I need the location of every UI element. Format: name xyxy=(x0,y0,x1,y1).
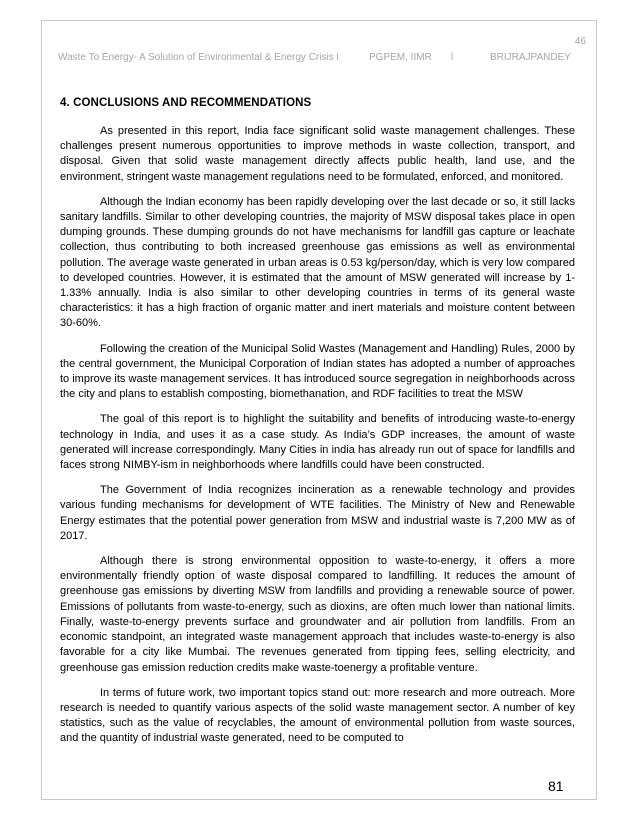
section-heading: 4. CONCLUSIONS AND RECOMMENDATIONS xyxy=(60,97,312,109)
header-title: Waste To Energy- A Solution of Environmental & Energy Crisis l xyxy=(58,52,339,63)
body-text xyxy=(60,124,575,757)
header-author: BRIJRAJPANDEY xyxy=(490,52,571,63)
header-separator: l xyxy=(451,52,454,63)
paragraph: The goal of this report is to highlight the suitability and benefits of introducing waste-to-energy technology in India, and uses it as a case study. As India’s GDP increases, the amount of waste generated will increase correspondingly. Many Cities in india has already run out of space for landfills and faces strong NIMBY-ism in neighborhoods where landfills could have been constructed. xyxy=(60,413,575,472)
paragraph: In terms of future work, two important topics stand out: more research and more outreach. More research is needed to quantify various aspects of the solid waste management sector. A number of key statistics, such as the value of recyclables, the amount of environmental pollution from waste sources, and the quantity of industrial waste generated, need to be computed to xyxy=(60,686,575,745)
paragraph: Although there is strong environmental opposition to waste-to-energy, it offers a more environmentally friendly option of waste disposal compared to landfilling. It reduces the amount of greenhouse gas emissions by diverting MSW from landfills and providing a renewable source of power. Emissions of pollutants from waste-to-energy, such as dioxins, are often much lower than national limits. Finally, waste-to-energy prevents surface and groundwater and air pollution from landfills. From an economic standpoint, an integrated waste management approach that includes waste-to-energy is also favorable for a city like Mumbai. The revenues generated from tipping fees, selling electricity, and greenhouse gas emission reduction credits make waste-toenergy a profitable venture. xyxy=(60,555,575,674)
paragraph: As presented in this report, India face significant solid waste management challenges. These challenges present numerous opportunities to improve methods in waste collection, transport, and disposal. Given that solid waste management directly affects public health, land use, and the environment, stringent waste management regulations need to be formulated, enforced, and monitored. xyxy=(60,125,575,183)
header-page-number: 46 xyxy=(574,36,586,47)
header-program: PGPEM, IIMR xyxy=(369,52,432,63)
paragraph: The Government of India recognizes incineration as a renewable technology and provides various funding mechanisms for development of WTE facilities. The Ministry of New and Renewable Energy estimates that the potential power generation from MSW and industrial waste is 7,200 MW as of 2017. xyxy=(60,484,575,542)
paragraph: Following the creation of the Municipal Solid Wastes (Management and Handling) Rules, 2000 by the central government, the Municipal Corporation of Indian states has adopted a number of approaches to improve its waste management services. It has introduced source segregation in neighborhoods across the city and plans to establish composting, biomethanation, and RDF facilities to treat the MSW xyxy=(60,342,575,401)
footer-page-number: 81 xyxy=(548,778,564,794)
paragraph: Although the Indian economy has been rapidly developing over the last decade or so, it still lacks sanitary landfills. Similar to other developing countries, the majority of MSW disposal takes place in open dumping grounds. These dumping grounds do not have mechanisms for landfill gas capture or leachate collection, thus contributing to both increased greenhouse gas emissions as well as environmental pollution. The average waste generated in urban areas is 0.53 kg/person/day, which is very low compared to developed countries. However, it is estimated that the amount of MSW generated will increase by 1-1.33% annually. India is also similar to other developing countries in terms of its general waste characteristics: it has a high fraction of organic matter and inert materials and moisture content between 30-60%. xyxy=(60,195,575,330)
